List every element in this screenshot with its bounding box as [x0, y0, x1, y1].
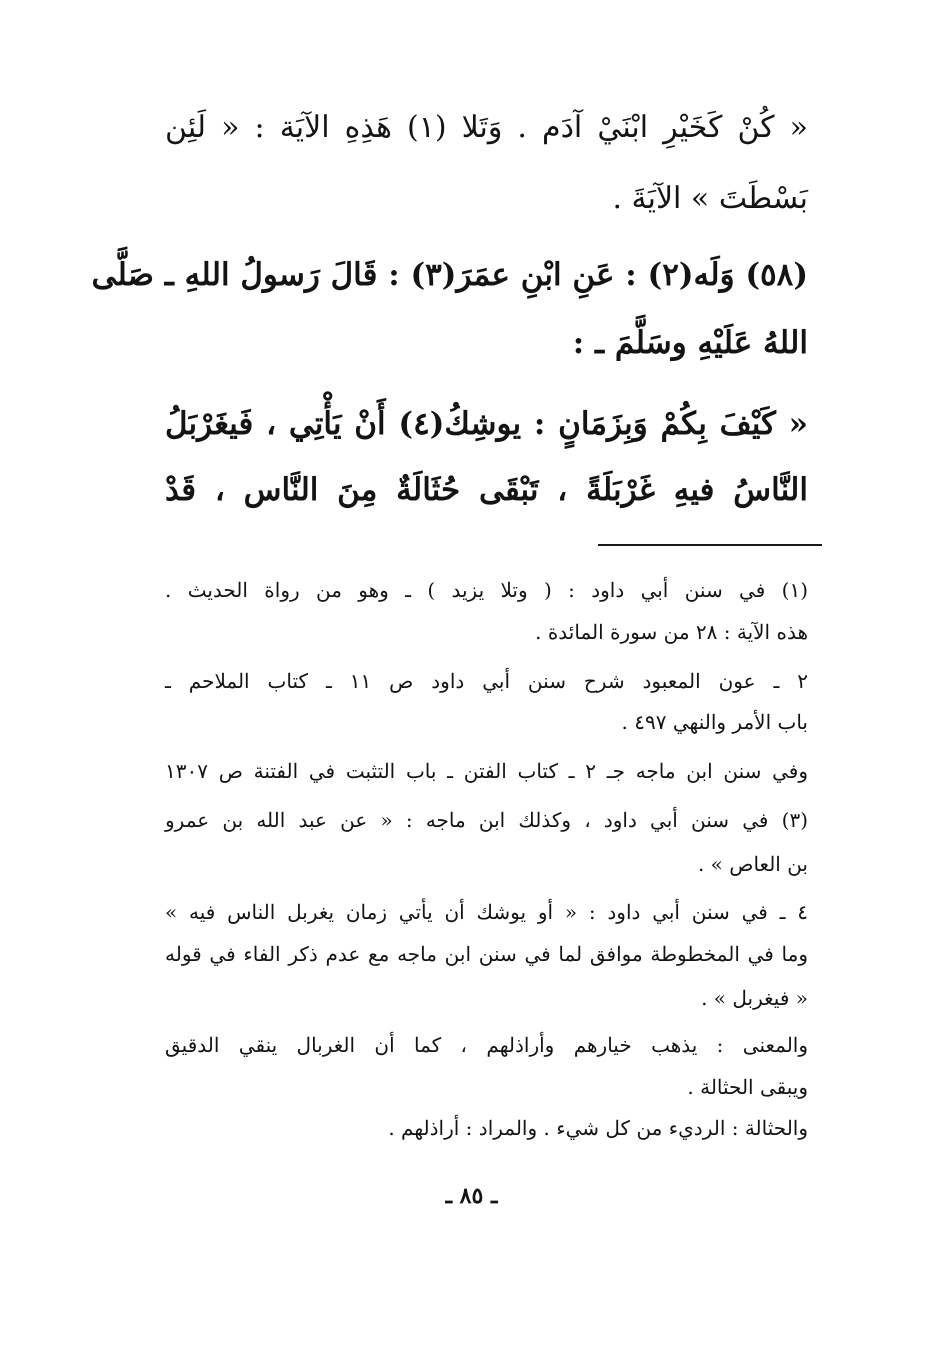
footnote-line: ويبقى الحثالة .: [687, 1075, 808, 1099]
footnote-line: ٤ ـ في سنن أبي داود : « أو يوشك أن يأتي زمان يغربل الناس فيه »: [165, 900, 808, 924]
footnote-line: باب الأمر والنهي ٤٩٧ .: [621, 710, 808, 734]
footnote-line: (١) في سنن أبي داود : ( وتلا يزيد ) ـ وهو من رواة الحديث .: [165, 578, 808, 602]
hadith-heading-line-2: اللهُ عَلَيْهِ وسَلَّمَ ـ :: [572, 325, 808, 361]
footnote-line: والحثالة : الرديء من كل شيء . والمراد : أراذلهم .: [388, 1116, 808, 1140]
main-line-1: « كُنْ كَخَيْرِ ابْنَيْ آدَم . وَتَلا (١) هَذِهِ الآيَة : « لَئِن: [165, 110, 809, 145]
footnote-separator: [598, 544, 822, 546]
footnote-line: هذه الآية : ٢٨ من سورة المائدة .: [535, 620, 808, 644]
main-line-2: بَسْطَتَ » الآيَةَ .: [612, 181, 808, 216]
footnote-line: بن العاص » .: [697, 852, 808, 876]
page-number: ـ ٨٥ ـ: [445, 1183, 498, 1209]
hadith-heading-line-1: (٥٨) وَلَه(٢) : عَنِ ابْنِ عمَرَ(٣) : قَالَ رَسولُ اللهِ ـ صَلَّى: [91, 257, 808, 293]
footnote-line: وفي سنن ابن ماجه جـ ٢ ـ كتاب الفتن ـ باب التثبت في الفتنة ص ١٣٠٧: [165, 759, 809, 783]
footnote-line: وما في المخطوطة موافق لما في سنن ابن ماجه مع عدم ذكر الفاء في قوله: [165, 942, 808, 966]
hadith-text-line-1: « كَيْفَ بِكُمْ وَبِزَمَانٍ : يوشِكُ(٤) أَنْ يَأْتِي ، فَيغَرْبَلُ: [165, 406, 808, 442]
hadith-text-line-2: النَّاسُ فيهِ غَرْبَلَةً ، تَبْقَى حُثَالَةٌ مِنَ النَّاس ، قَدْ: [165, 472, 808, 508]
footnote-line: ٢ ـ عون المعبود شرح سنن أبي داود ص ١١ ـ كتاب الملاحم ـ: [165, 669, 808, 693]
footnote-line: « فيغربل » .: [701, 986, 808, 1010]
footnote-line: والمعنى : يذهب خيارهم وأراذلهم ، كما أن الغربال ينقي الدقيق: [165, 1033, 808, 1057]
footnote-line: (٣) في سنن أبي داود ، وكذلك ابن ماجه : « عن عبد الله بن عمرو: [165, 808, 808, 832]
